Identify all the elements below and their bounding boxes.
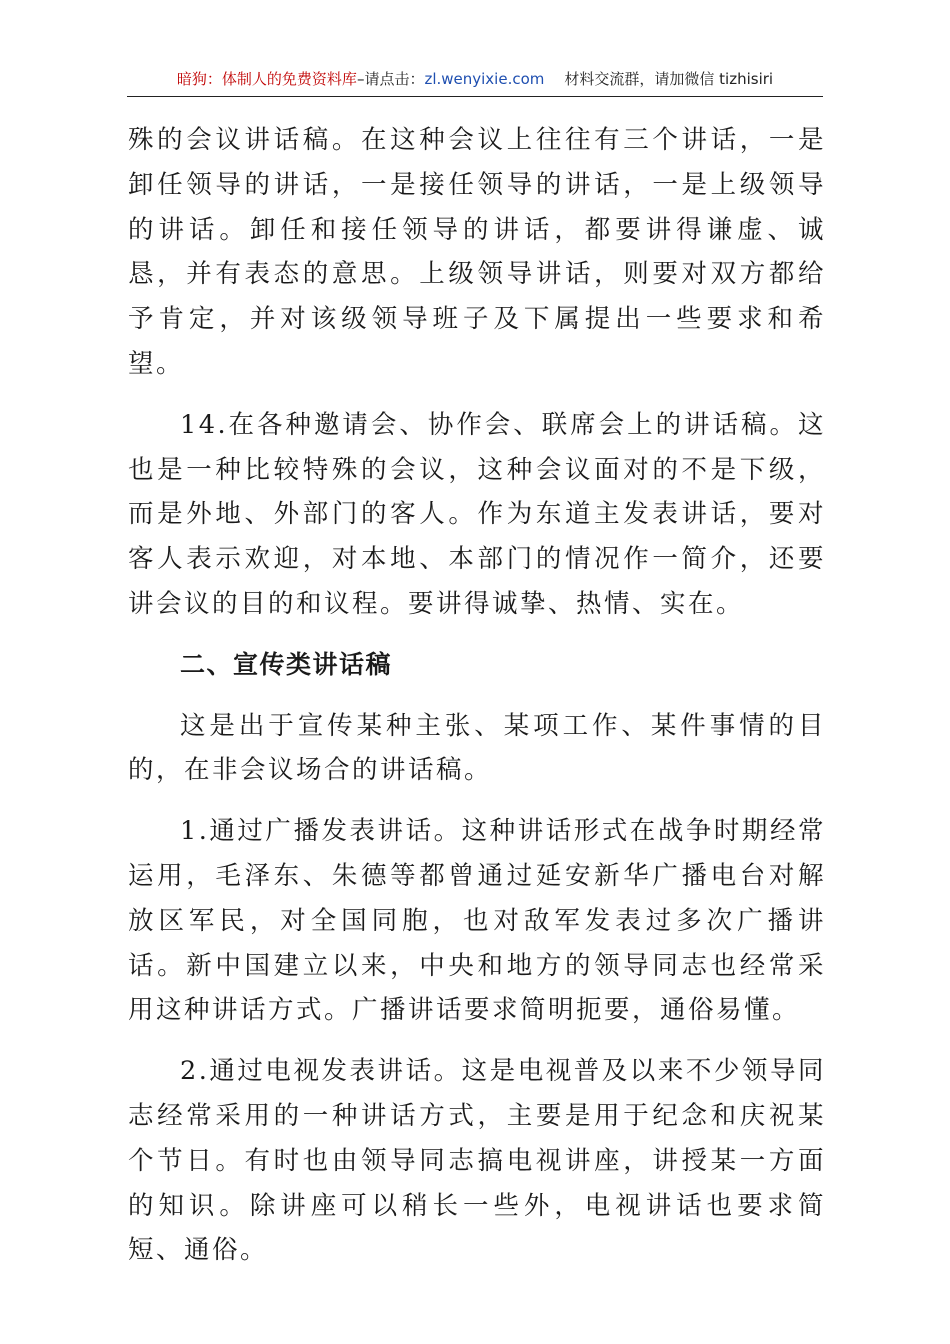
- paragraph-item-2: 2.通过电视发表讲话。这是电视普及以来不少领导同志经常采用的一种讲话方式，主要是用于纪念和庆祝某个节日。有时也由领导同志搞电视讲座，讲授某一方面的知识。除讲座可以稍长一些外，电视讲话也要求简短、通俗。: [128, 1056, 826, 1266]
- header-group-info: 材料交流群，请加微信 tizhisiri: [564, 70, 774, 88]
- section-heading: 二、宣传类讲话稿: [180, 649, 393, 679]
- header-brand: 暗狗：体制人的免费资料库: [176, 70, 357, 88]
- paragraph-continuation: 殊的会议讲话稿。在这种会议上往往有三个讲话，一是卸任领导的讲话，一是接任领导的讲话，一是上级领导的讲话。卸任和接任领导的讲话，都要讲得谦虚、诚恳，并有表态的意思。上级领导讲话，则要对双方都给予肯定，并对该级领导班子及下属提出一些要求和希望。: [128, 125, 826, 379]
- page-header: [127, 66, 823, 97]
- header-prompt: –请点击：: [356, 70, 425, 88]
- paragraph-item-14: 14.在各种邀请会、协作会、联席会上的讲话稿。这也是一种比较特殊的会议，这种会议面对的不是下级，而是外地、外部门的客人。作为东道主发表讲话，要对客人表示欢迎，对本地、本部门的情况作一简介，还要讲会议的目的和议程。要讲得诚挚、热情、实在。: [128, 409, 826, 619]
- paragraph-section-intro: 这是出于宣传某种主张、某项工作、某件事情的目的，在非会议场合的讲话稿。: [128, 710, 826, 786]
- paragraph-item-1: 1.通过广播发表讲话。这种讲话形式在战争时期经常运用，毛泽东、朱德等都曾通过延安新华广播电台对解放区军民，对全国同胞，也对敌军发表过多次广播讲话。新中国建立以来，中央和地方的领导同志也经常采用这种讲话方式。广播讲话要求简明扼要，通俗易懂。: [128, 816, 826, 1026]
- document-body: [128, 118, 826, 1273]
- header-link[interactable]: zl.wenyixie.com: [424, 70, 545, 88]
